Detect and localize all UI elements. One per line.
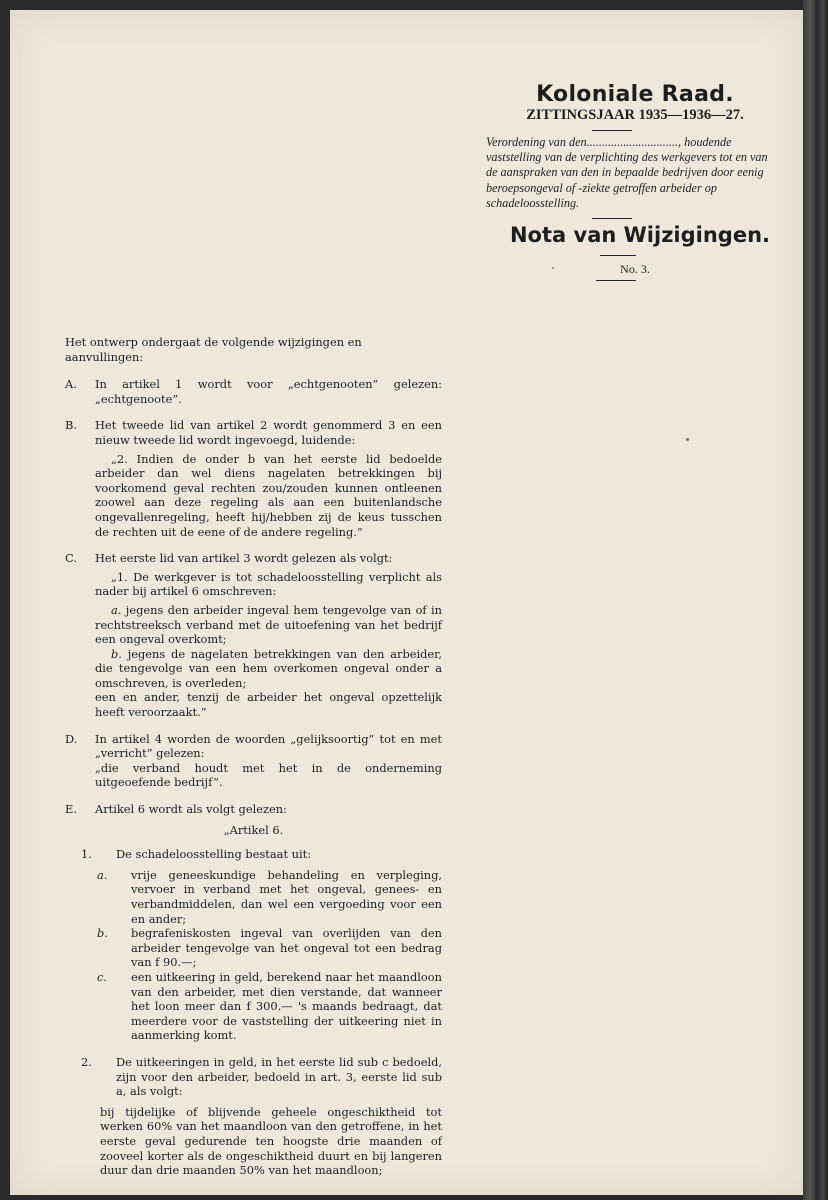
amendment-a <box>65 377 442 406</box>
amendment-label: D. <box>65 731 78 746</box>
amendment-label: B. <box>65 418 77 433</box>
nota-divider-top <box>592 218 632 219</box>
amendment-label: E. <box>65 802 77 817</box>
amendment-text: In artikel 4 worden de woorden „gelijksoortig” tot en met „verricht” gelezen: <box>95 731 442 761</box>
document-page <box>10 10 803 1195</box>
paper-speck <box>552 267 554 269</box>
article-subclause-a: a. vrije geneeskundige behandeling en verpleging, vervoer in verband met het ongeval, genees- en verbandmiddelen, dan wel een vergoeding voor een en ander; <box>97 867 442 926</box>
amendment-label: A. <box>65 377 77 392</box>
number-divider <box>596 280 636 281</box>
article-subclause-b: b. begrafeniskosten ingeval van overlijden van den arbeider tengevolge van het ongeval tot een bedrag van f 90.—; <box>97 926 442 970</box>
amendment-label: C. <box>65 551 77 566</box>
article-heading: „Artikel 6. <box>223 822 284 837</box>
article-paragraph-1: 1. De schadeloosstelling bestaat uit: <box>81 847 312 862</box>
document-number: No. 3. <box>620 262 650 276</box>
book-spine <box>803 0 828 1200</box>
amendment-text: Het eerste lid van artikel 3 wordt gelezen als volgt: <box>95 551 393 566</box>
clause-closing: een en ander, tenzij de arbeider het ongeval opzettelijk heeft veroorzaakt.” <box>95 690 442 720</box>
intro-paragraph: Het ontwerp ondergaat de volgende wijzigingen en aanvullingen: <box>65 335 362 364</box>
amendment-text: In artikel 1 wordt voor „echtgenooten” gelezen: „echtgenoote”. <box>95 377 442 406</box>
nota-title: Nota van Wijzigingen. <box>509 223 770 247</box>
article-paragraph-2: 2. De uitkeeringen in geld, in het eerste lid sub c bedoeld, zijn voor den arbeider, bedoeld in art. 3, eerste lid sub a, als volgt: <box>81 1054 442 1099</box>
clause-b: b. jegens de nagelaten betrekkingen van den arbeider, die tengevolge van een hem overkomen ongeval onder a omschreven, is overleden; <box>95 646 442 690</box>
amendment-e <box>65 802 442 817</box>
amendment-text: Artikel 6 wordt als volgt gelezen: <box>95 802 287 817</box>
article-paragraph-2-quote: bij tijdelijke of blijvende geheele ongeschiktheid tot werken 60% van het maandloon van den getroffene, in het eerste geval gedurende ten hoogste drie maanden of zooveel korter als de ongeschiktheid duurt en bij langeren duur dan drie maanden 50% van het maandloon; <box>100 1104 442 1178</box>
amendment-quote: „1. De werkgever is tot schadeloosstelling verplicht als nader bij artikel 6 omschreven: <box>95 569 442 599</box>
clause-a: a. jegens den arbeider ingeval hem tengevolge van of in rechtstreeksch verband met de uitoefening van het bedrijf een ongeval overkomt; <box>95 602 442 647</box>
paper-speck <box>686 438 689 441</box>
amendment-quote: „2. Indien de onder b van het eerste lid bedoelde arbeider dan wel diens nagelaten betrekkingen bij voorkomend geval rechten zou/zouden kunnen ontleenen zoowel aan deze regeling als aan een buitenlandsche ongevallenregeling, heeft hij/hebben zij de keus tusschen de rechten uit de eene of de andere regeling.” <box>95 451 442 539</box>
amendment-d <box>65 732 442 790</box>
session-year: ZITTINGSJAAR 1935—1936—27. <box>526 107 744 123</box>
ordinance-description: Verordening van den.............................., houdende vaststelling van de verplichting des werkgevers tot en van de aanspraken van den in bepaalde bedrijven door eenig beroepsongeval of -ziekte getroffen arbeider op schadeloosstelling. <box>486 135 768 210</box>
document-title: Koloniale Raad. <box>536 82 734 107</box>
article-subclause-c: c. een uitkeering in geld, berekend naar het maandloon van den arbeider, met dien verstande, dat wanneer het loon meer dan f 300.— 's maands bedraagt, dat meerdere voor de vaststelling der uitkeering niet in aanmerking komt. <box>97 969 442 1043</box>
nota-divider-bottom <box>600 255 636 256</box>
title-divider <box>592 130 632 131</box>
amendment-b <box>65 418 442 539</box>
amendment-text: Het tweede lid van artikel 2 wordt genommerd 3 en een nieuw tweede lid wordt ingevoegd, luidende: <box>95 418 442 447</box>
amendment-c <box>65 551 442 720</box>
amendments-body <box>65 335 442 1178</box>
amendment-quote: „die verband houdt met het in de onderneming uitgeoefende bedrijf”. <box>95 760 442 790</box>
